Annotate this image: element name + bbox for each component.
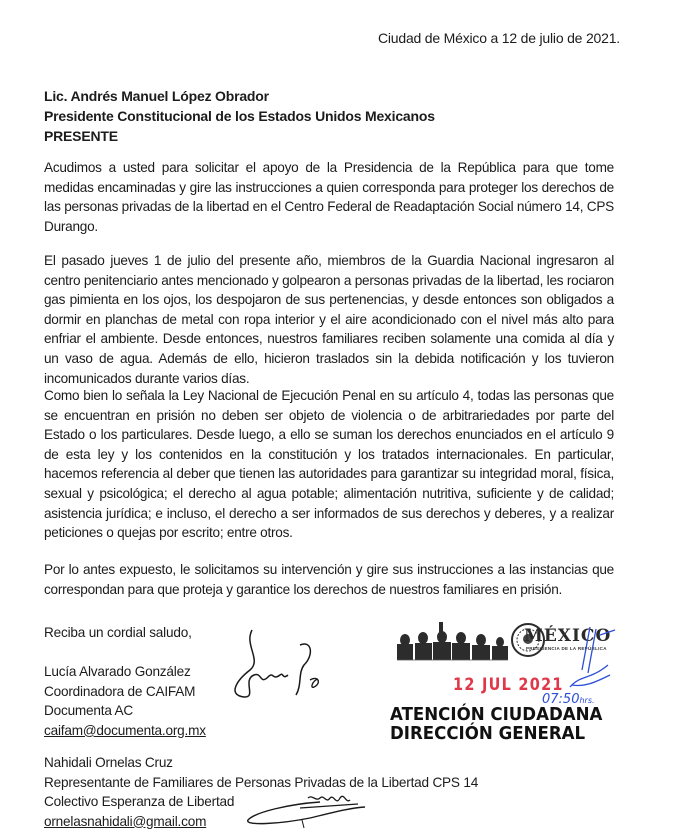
stamp-received-time: 07:50hrs. <box>542 692 595 707</box>
addressee-title: Presidente Constitucional de los Estados Unidos Mexicanos <box>44 108 435 124</box>
addressee-block <box>44 86 435 146</box>
paragraph-conclusion: Por lo antes expuesto, le solicitamos su intervención y gire sus instrucciones a las instancias que correspondan para que proteja y garantice los derechos de nuestros familiares en prisión. <box>44 562 614 597</box>
signatory-block-1 <box>44 662 206 740</box>
stamp-received-date: 12 JUL 2021 <box>453 675 564 695</box>
stamp-department-line2: DIRECCIÓN GENERAL <box>390 724 586 744</box>
signatory-role: Coordinadora de CAIFAM <box>44 683 196 699</box>
signatory-email-link[interactable]: ornelasnahidali@gmail.com <box>44 813 207 829</box>
addressee-salutation: PRESENTE <box>44 128 118 144</box>
signatory-organization: Colectivo Esperanza de Libertad <box>44 794 235 810</box>
signatory-organization: Documenta AC <box>44 703 134 719</box>
signatory-role: Representante de Familiares de Personas Privadas de la Libertad CPS 14 <box>44 774 479 790</box>
paragraph-request: Acudimos a usted para solicitar el apoyo de la Presidencia de la República para que tome medidas encaminadas y gire las instrucciones a quien corresponda para proteger los derechos de las personas privadas de la libertad en el Centro Federal de Readaptación Social número 14, CPS Durango. <box>44 160 614 234</box>
handwritten-signature-icon <box>222 625 332 705</box>
addressee-name: Lic. Andrés Manuel López Obrador <box>44 88 269 104</box>
paragraph-legal-basis: Como bien lo señala la Ley Nacional de Ejecución Penal en su artículo 4, todas las personas que se encuentran en prisión no deben ser objeto de violencia o de arbitrariedades por parte del Estado o los particulares. Desde luego, a ello se suman los derechos enunciados en el artículo 9 de esta ley y los contenidos en la constitución y los tratados internacionales. En particular, hacemos referencia al deber que tienen las autoridades para garantizar su integridad moral, física, sexual y psicológica; el derecho al agua potable; alimentación nutritiva, suficiente y de calidad; asistencia jurídica; e incluso, el derecho a ser informados de sus derechos y deberes, y a realizar peticiones o quejas por escrito; entre otros. <box>44 388 614 541</box>
handwritten-signature-icon <box>240 790 375 830</box>
stamp-department-line1: ATENCIÓN CIUDADANA <box>390 705 603 725</box>
place-date: Ciudad de México a 12 de julio de 2021. <box>377 30 620 46</box>
stamp-country: MÉXICO <box>524 626 612 646</box>
received-initials-icon <box>560 625 620 695</box>
paragraph-incident: El pasado jueves 1 de julio del presente año, miembros de la Guardia Nacional ingresaron al centro penitenciario antes mencionado y golpearon a personas privadas de la libertad, les rociaron gas pimienta en los ojos, los despojaron de sus pertenencias, y desde entonces son obligados a dormir en planchas de metal con ropa interior y el aire acondicionado con el nivel más alto para enfriar el ambiente. Desde entonces, nuestros familiares reciben solamente una comida al día y un vaso de agua. Además de ello, hicieron traslados sin la debida notificación y los tuvieron incomunicados durante varios días. <box>44 253 614 386</box>
closing: Reciba un cordial saludo, <box>44 625 192 640</box>
signatory-name: Nahidali Ornelas Cruz <box>44 755 173 770</box>
signatory-name: Lucía Alvarado González <box>44 664 191 679</box>
stamp-subtitle: PRESIDENCIA DE LA REPÚBLICA <box>526 646 607 651</box>
signatory-email-link[interactable]: caifam@documenta.org.mx <box>44 722 206 738</box>
stamp-department <box>390 706 602 744</box>
